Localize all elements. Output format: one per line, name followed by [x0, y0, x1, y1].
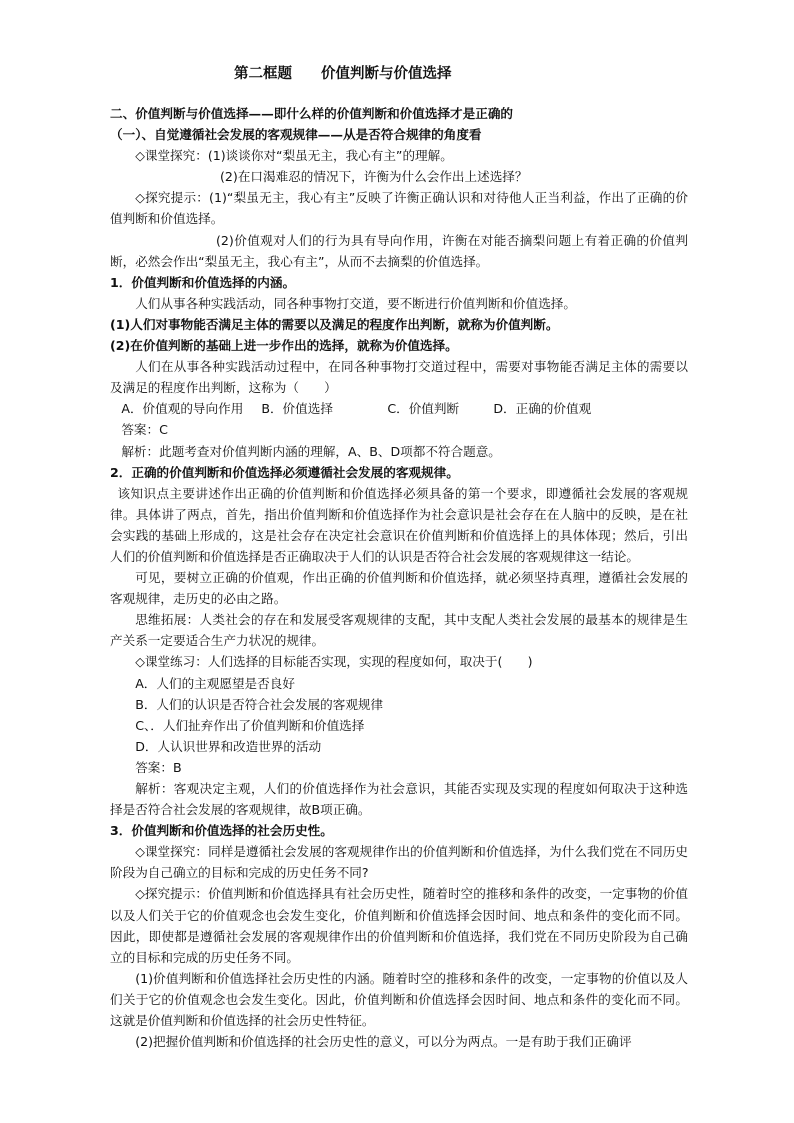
- answer: 答案：C: [121, 422, 168, 438]
- paragraph: 可见，要树立正确的价值观，作出正确的价值判断和价值选择，就必须坚持真理，遵循社会发展的客观规律，走历史的必由之路。: [110, 570, 688, 607]
- classroom-inquiry-q2: (2)在口渴难忍的情况下，许衡为什么会作出上述选择？: [220, 169, 528, 185]
- exercise-option-b: B．人们的认识是否符合社会发展的客观规律: [135, 696, 384, 712]
- option-c: C．价值判断: [387, 401, 460, 417]
- classroom-inquiry: ◇课堂探究：同样是遵循社会发展的客观规律作出的价值判断和价值选择，为什么我们党在不同历史阶段为自己确立的目标和完成的历史任务不同?: [110, 844, 688, 881]
- definition-value-judgment: (1)人们对事物能否满足主体的需要以及满足的程度作出判断，就称为价值判断。: [110, 316, 559, 332]
- classroom-exercise: ◇课堂练习：人们选择的目标能否实现，实现的程度如何，取决于( ): [135, 654, 533, 670]
- subsection-heading: （一）、自觉遵循社会发展的客观规律——从是否符合规律的角度看: [110, 127, 482, 143]
- paragraph: (2)把握价值判断和价值选择的社会历史性的意义，可以分为两点。一是有助于我们正确评: [135, 1034, 632, 1050]
- inquiry-hint-2: (2)价值观对人们的行为具有导向作用，许衡在对能否摘梨问题上有着正确的价值判断，必然会作出“梨虽无主，我心有主”，从而不去摘梨的价值选择。: [110, 232, 688, 269]
- option-a: A．价值观的导向作用: [121, 401, 244, 417]
- question-1: 人们在从事各种实践活动过程中，在同各种事物打交道过程中，需要对事物能否满足主体的需要以及满足的程度作出判断，这称为（ ）: [110, 359, 688, 396]
- answer: 答案：B: [135, 759, 182, 775]
- explanation: 解析：此题考查对价值判断内涵的理解，A、B、D项都不符合题意。: [121, 443, 501, 459]
- page-title: 第二框题 价值判断与价值选择: [234, 66, 452, 82]
- question-1-options: [110, 398, 688, 419]
- exercise-option-c: C、．人们扯弃作出了价值判断和价值选择: [135, 717, 365, 733]
- classroom-inquiry-q1: ◇课堂探究：(1)谈谈你对“梨虽无主，我心有主”的理解。: [135, 148, 453, 164]
- definition-value-choice: (2)在价值判断的基础上进一步作出的选择，就称为价值选择。: [110, 338, 458, 354]
- option-b: B．价值选择: [261, 401, 333, 417]
- thinking-extension: 思维拓展：人类社会的存在和发展受客观规律的支配，其中支配人类社会发展的最基本的规律是生产关系一定要适合生产力状况的规律。: [110, 612, 688, 649]
- point-1-heading: 1．价值判断和价值选择的内涵。: [110, 274, 296, 290]
- point-2-heading: 2．正确的价值判断和价值选择必须遵循社会发展的客观规律。: [110, 464, 459, 480]
- document-body: [110, 103, 688, 1052]
- point-3-heading: 3．价值判断和价值选择的社会历史性。: [110, 823, 333, 839]
- paragraph: (1)价值判断和价值选择社会历史性的内涵。随着时空的推移和条件的改变，一定事物的价值以及人们关于它的价值观念也会发生变化。因此，价值判断和价值选择会因时间、地点和条件的变化而不同。这就是价值判断和价值选择的社会历史性特征。: [110, 970, 688, 1029]
- inquiry-hint-1: ◇探究提示：(1)“梨虽无主，我心有主”反映了许衡正确认识和对待他人正当利益，作出了正确的价值判断和价值选择。: [110, 190, 688, 227]
- paragraph: 人们从事各种实践活动，同各种事物打交道，要不断进行价值判断和价值选择。: [135, 295, 576, 311]
- exercise-option-d: D．人认识世界和改造世界的活动: [135, 738, 322, 754]
- explanation: 解析：客观决定主观，人们的价值选择作为社会意识，其能否实现及实现的程度如何取决于这种选择是否符合社会发展的客观规律，故B项正确。: [110, 781, 688, 818]
- option-d: D．正确的价值观: [493, 401, 592, 417]
- exercise-option-a: A．人们的主观愿望是否良好: [135, 675, 295, 691]
- inquiry-hint: ◇探究提示：价值判断和价值选择具有社会历史性，随着时空的推移和条件的改变，一定事物的价值以及人们关于它的价值观念也会发生变化，价值判断和价值选择会因时间、地点和条件的变化而不同。因此，即使都是遵循社会发展的客观规律作出的价值判断和价值选择，我们党在不同历史阶段为自己确立的目标和完成的历史任务不同。: [110, 886, 688, 965]
- paragraph: 该知识点主要讲述作出正确的价值判断和价值选择必须具备的第一个要求，即遵循社会发展的客观规律。具体讲了两点，首先，指出价值判断和价值选择作为社会意识是社会存在在人脑中的反映，是在社会实践的基础上形成的，这是社会存在决定社会意识在价值判断和价值选择上的具体体现；然后，引出人们的价值判断和价值选择是否正确取决于人们的认识是否符合社会发展的客观规律这一结论。: [110, 485, 688, 564]
- section-heading: 二、价值判断与价值选择——即什么样的价值判断和价值选择才是正确的: [110, 106, 513, 121]
